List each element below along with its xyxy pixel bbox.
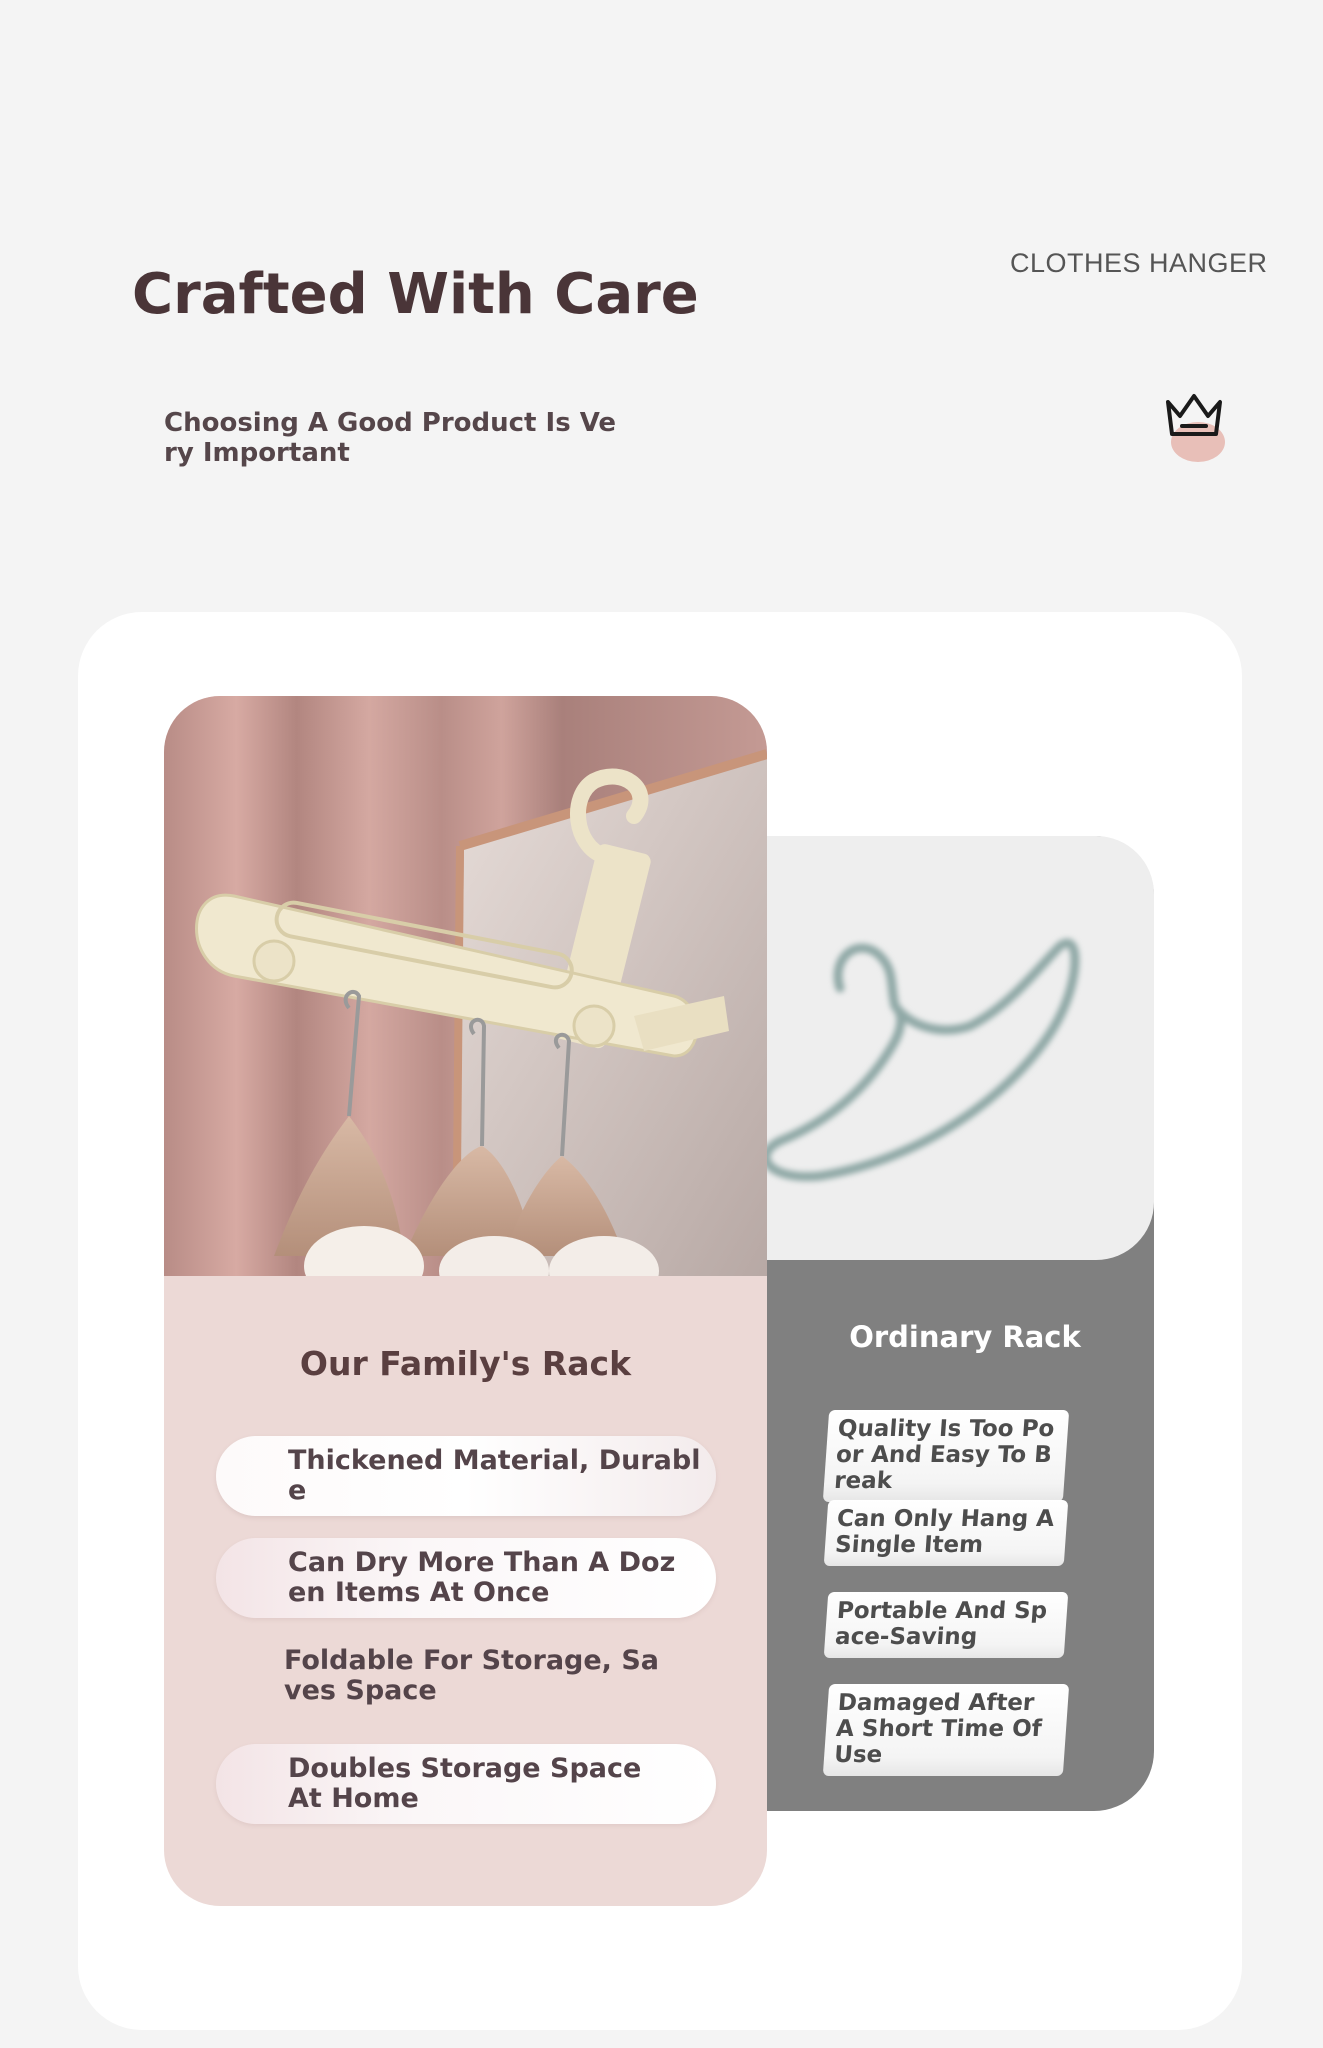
ordinary-drawback-item: Damaged After A Short Time Of Use: [823, 1684, 1069, 1776]
page-subtitle: Choosing A Good Product Is Very Important: [164, 408, 617, 468]
family-feature-item: Thickened Material, Durable: [216, 1436, 716, 1516]
crown-badge: [1162, 388, 1226, 468]
brand-label: CLOTHES HANGER: [1010, 248, 1268, 278]
family-feature-item: Doubles Storage Space At Home: [216, 1744, 716, 1824]
crown-icon: [1162, 388, 1226, 444]
page-title: Crafted With Care: [132, 262, 699, 327]
family-feature-item: Can Dry More Than A Dozen Items At Once: [216, 1538, 716, 1618]
ordinary-drawback-item: Portable And Space-Saving: [824, 1592, 1069, 1658]
family-feature-item: Foldable For Storage, Saves Space: [284, 1645, 660, 1706]
ordinary-drawback-item: Quality Is Too Poor And Easy To Break: [823, 1410, 1069, 1502]
family-rack-panel: [164, 696, 767, 1906]
ordinary-drawback-item: Can Only Hang A Single Item: [824, 1500, 1069, 1566]
ordinary-rack-title: Ordinary Rack: [849, 1320, 1081, 1354]
family-rack-title: Our Family's Rack: [299, 1344, 632, 1383]
family-hanger-image: [164, 696, 767, 1286]
ordinary-hanger-image: [740, 836, 1154, 1260]
